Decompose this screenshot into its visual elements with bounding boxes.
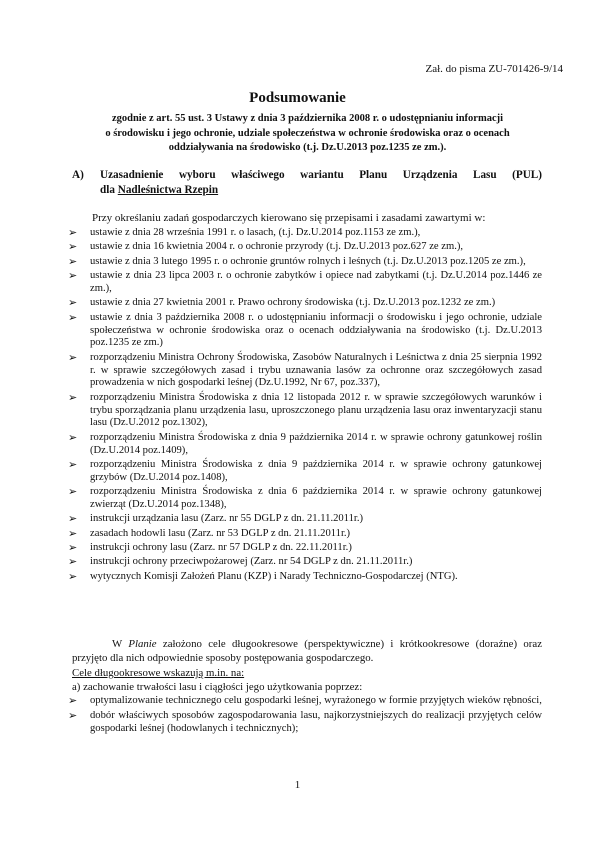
list-item-text: rozporządzeniu Ministra Środowiska z dnia 12 listopada 2012 r. w sprawie szczegółowych warunków i trybu sporządzania planu urządzenia lasu, uproszczonego planu urządzenia lasu oraz inwentaryzacji stanu lasu (Dz.U.2012 poz.1302), <box>90 391 542 429</box>
list-item <box>68 392 542 430</box>
subtitle-line: oddziaływania na środowisko (t.j. Dz.U.2013 poz.1235 ze zm.). <box>168 142 447 154</box>
document-title: Podsumowanie <box>249 90 346 106</box>
goals-block <box>72 667 542 694</box>
list-item <box>68 695 542 708</box>
bullet-arrow-icon: ➢ <box>68 542 78 555</box>
bullet-arrow-icon: ➢ <box>68 695 78 707</box>
list-item-text: ustawie z dnia 3 lutego 1995 r. o ochronie gruntów rolnych i leśnych (t.j. Dz.U.2013 poz.1205 ze zm.), <box>90 255 526 267</box>
list-item-text: ustawie z dnia 28 września 1991 r. o lasach, (t.j. Dz.U.2014 poz.1153 ze zm.), <box>90 227 421 238</box>
list-item-text: rozporządzeniu Ministra Środowiska z dnia 9 października 2014 r. w sprawie ochrony gatunkowej grzybów (Dz.U.2014 poz.1408), <box>90 458 542 483</box>
list-item <box>68 227 542 240</box>
section-heading-underlined: Nadleśnictwa Rzepin <box>117 183 219 196</box>
list-item-text: ustawie z dnia 3 października 2008 r. o udostępnianiu informacji o środowisku i jego ochronie, udziale społeczeństwa w ochronie środowiska oraz o ocenach oddziaływania na środowisko (t.j. Dz.U.2013 poz.1235 ze zm.) <box>90 311 542 349</box>
para-rest: założono cele długookresowe (perspektywiczne) i krótkookresowe (doraźne) oraz przyjęto dla nich odpowiednie sposoby postępowania gospodarczego. <box>72 638 542 664</box>
list-item <box>68 710 542 736</box>
list-item-text: ustawie z dnia 27 kwietnia 2001 r. Prawo ochrony środowiska (t.j. Dz.U.2013 poz.1232 ze zm.) <box>90 297 496 309</box>
bullet-arrow-icon: ➢ <box>68 570 78 583</box>
bullet-arrow-icon: ➢ <box>68 391 78 404</box>
bullet-arrow-icon: ➢ <box>68 431 78 444</box>
bullet-arrow-icon: ➢ <box>68 486 78 499</box>
section-heading-line1: Uzasadnienie wyboru właściwego wariantu Planu Urządzenia Lasu (PUL) <box>100 169 542 181</box>
list-item-text: rozporządzeniu Ministra Środowiska z dnia 6 października 2014 r. w sprawie ochrony gatunkowej zwierząt (Dz.U.2014 poz.1348), <box>90 486 542 510</box>
list-item <box>68 432 542 458</box>
bullet-arrow-icon: ➢ <box>68 556 78 569</box>
list-item <box>68 312 542 350</box>
bullet-arrow-icon: ➢ <box>68 297 78 310</box>
goals-heading: Cele długookresowe wskazują m.in. na: <box>72 667 245 679</box>
section-heading-prefix: dla <box>100 183 118 196</box>
regulations-list <box>68 227 542 585</box>
goals-item-a: a) zachowanie trwałości lasu i ciągłości jego użytkowania poprzez: <box>72 680 363 693</box>
section-letter: A) <box>72 169 84 181</box>
section-heading-line2 <box>100 183 542 198</box>
plan-paragraph <box>72 638 542 666</box>
list-item <box>68 528 542 541</box>
para-italic-word: Planie <box>128 638 157 650</box>
bullet-arrow-icon: ➢ <box>68 513 78 526</box>
list-item-text: instrukcji ochrony lasu (Zarz. nr 57 DGLP z dn. 22.11.2011r.) <box>90 542 352 554</box>
list-item <box>68 542 542 555</box>
section-heading <box>72 168 542 197</box>
list-item <box>68 256 542 269</box>
page-number: 1 <box>294 779 301 791</box>
document-subtitle <box>70 112 545 156</box>
goals-list <box>68 695 542 737</box>
list-item-text: instrukcji ochrony przeciwpożarowej (Zarz. nr 54 DGLP z dn. 21.11.2011r.) <box>90 556 413 568</box>
list-item <box>68 297 542 310</box>
para-prefix: W <box>112 638 129 650</box>
list-item-text: dobór właściwych sposobów zagospodarowania lasu, najkorzystniejszych do realizacji przyjętych celów gospodarki leśnej (hodowlanych i technicznych); <box>90 709 542 734</box>
list-item <box>68 241 542 254</box>
list-item <box>68 513 542 526</box>
list-item-text: instrukcji urządzania lasu (Zarz. nr 55 DGLP z dn. 21.11.2011r.) <box>90 513 364 525</box>
list-item-text: rozporządzeniu Ministra Ochrony Środowiska, Zasobów Naturalnych i Leśnictwa z dnia 25 sierpnia 1992 r. w sprawie szczegółowych zasad i trybu uznawania lasów za ochronne oraz szczegółowych zasad prowadzenia w nich gospodarki leśnej (Dz.U.1992, Nr 67, poz.337), <box>90 351 542 389</box>
list-item-text: optymalizowanie technicznego celu gospodarki leśnej, wyrażonego w formie przyjętych wieków rębności, <box>90 695 542 706</box>
subtitle-line: zgodnie z art. 55 ust. 3 Ustawy z dnia 3 października 2008 r. o udostępnianiu informacji <box>111 113 504 124</box>
list-item <box>68 556 542 569</box>
list-item-text: zasadach hodowli lasu (Zarz. nr 53 DGLP z dn. 21.11.2011r.) <box>90 527 351 539</box>
intro-text: Przy określaniu zadań gospodarczych kierowano się przepisami i zasadami zawartymi w: <box>92 212 486 224</box>
reference-number: Zał. do pisma ZU-701426-9/14 <box>425 63 563 75</box>
bullet-arrow-icon: ➢ <box>68 311 78 324</box>
bullet-arrow-icon: ➢ <box>68 270 78 283</box>
bullet-arrow-icon: ➢ <box>68 351 78 364</box>
list-item <box>68 486 542 512</box>
subtitle-line: o środowisku i jego ochronie, udziale społeczeństwa w ochronie środowiska oraz o ocenach <box>105 127 510 139</box>
list-item <box>68 270 542 296</box>
list-item-text: ustawie z dnia 23 lipca 2003 r. o ochronie zabytków i opiece nad zabytkami (t.j. Dz.U.2014 poz.1446 ze zm.), <box>90 270 542 294</box>
bullet-arrow-icon: ➢ <box>68 227 78 239</box>
bullet-arrow-icon: ➢ <box>68 527 78 540</box>
list-item <box>68 352 542 390</box>
bullet-arrow-icon: ➢ <box>68 255 78 268</box>
list-item <box>68 571 542 584</box>
bullet-arrow-icon: ➢ <box>68 241 78 254</box>
list-item-text: rozporządzeniu Ministra Środowiska z dnia 9 października 2014 r. w sprawie ochrony gatunkowej roślin (Dz.U.2014 poz.1409), <box>90 431 542 456</box>
bullet-arrow-icon: ➢ <box>68 709 78 722</box>
list-item-text: wytycznych Komisji Założeń Planu (KZP) i Narady Techniczno-Gospodarczej (NTG). <box>90 570 458 582</box>
bullet-arrow-icon: ➢ <box>68 458 78 471</box>
list-item-text: ustawie z dnia 16 kwietnia 2004 r. o ochronie przyrody (t.j. Dz.U.2013 poz.627 ze zm.), <box>90 241 464 253</box>
list-item <box>68 459 542 485</box>
